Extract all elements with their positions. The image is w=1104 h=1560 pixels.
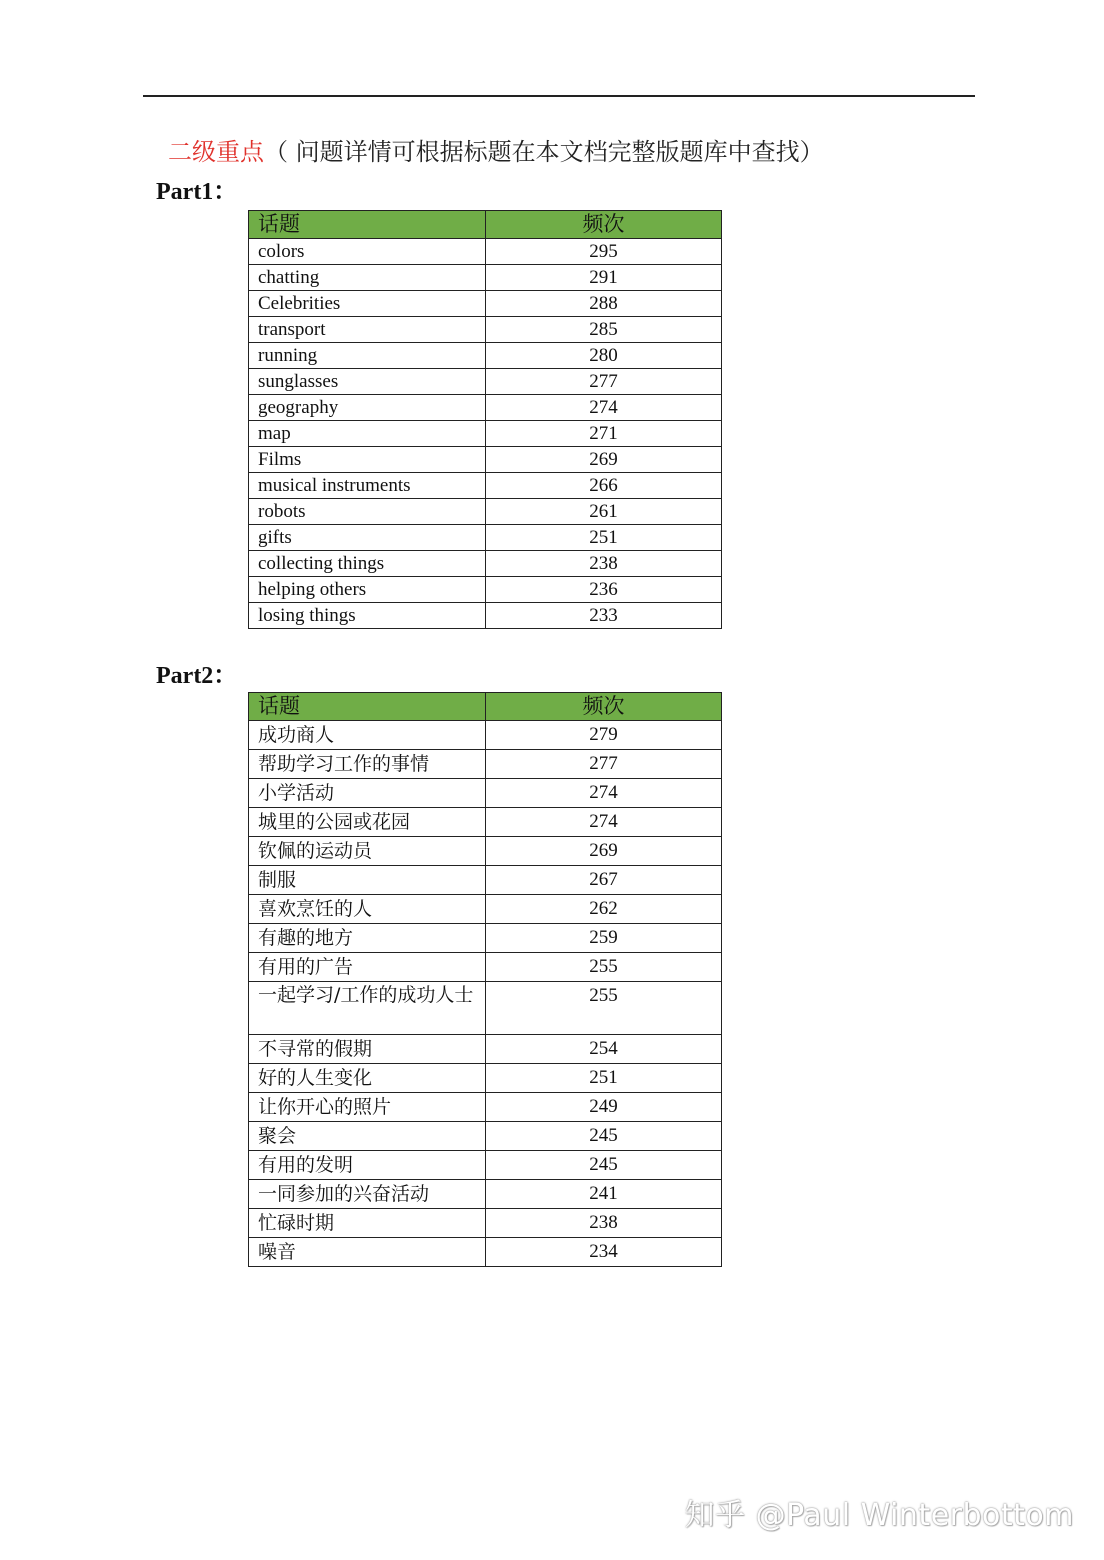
topic-cell: sunglasses xyxy=(249,369,486,395)
topic-cell: 城里的公园或花园 xyxy=(249,808,486,837)
table-row xyxy=(249,265,722,291)
topic-cell: 一同参加的兴奋活动 xyxy=(249,1180,486,1209)
table-row xyxy=(249,895,722,924)
column-header-frequency: 频次 xyxy=(486,693,722,721)
table-header-row xyxy=(249,211,722,239)
topic-cell: Films xyxy=(249,447,486,473)
frequency-cell: 279 xyxy=(486,721,722,750)
table-row xyxy=(249,343,722,369)
frequency-cell: 241 xyxy=(486,1180,722,1209)
table-row xyxy=(249,1064,722,1093)
table-row xyxy=(249,577,722,603)
frequency-cell: 274 xyxy=(486,808,722,837)
part2-topic-table xyxy=(248,692,722,1267)
frequency-cell: 254 xyxy=(486,1035,722,1064)
frequency-cell: 280 xyxy=(486,343,722,369)
table-row xyxy=(249,1035,722,1064)
topic-cell: losing things xyxy=(249,603,486,629)
frequency-cell: 259 xyxy=(486,924,722,953)
topic-cell: map xyxy=(249,421,486,447)
topic-cell: 有用的广告 xyxy=(249,953,486,982)
frequency-cell: 288 xyxy=(486,291,722,317)
part2-label: Part2： xyxy=(156,663,238,689)
frequency-cell: 295 xyxy=(486,239,722,265)
heading-emphasis: 二级重点 xyxy=(168,138,264,166)
topic-cell: geography xyxy=(249,395,486,421)
table-row xyxy=(249,1209,722,1238)
topic-cell: robots xyxy=(249,499,486,525)
table-row xyxy=(249,1093,722,1122)
frequency-cell: 233 xyxy=(486,603,722,629)
topic-cell: 忙碌时期 xyxy=(249,1209,486,1238)
frequency-cell: 245 xyxy=(486,1122,722,1151)
table-row xyxy=(249,1151,722,1180)
topic-cell: 制服 xyxy=(249,866,486,895)
table-row xyxy=(249,369,722,395)
table-row xyxy=(249,750,722,779)
frequency-cell: 251 xyxy=(486,525,722,551)
frequency-cell: 291 xyxy=(486,265,722,291)
topic-cell: 有用的发明 xyxy=(249,1151,486,1180)
frequency-cell: 271 xyxy=(486,421,722,447)
frequency-cell: 245 xyxy=(486,1151,722,1180)
frequency-cell: 236 xyxy=(486,577,722,603)
table-row xyxy=(249,1238,722,1267)
frequency-cell: 269 xyxy=(486,447,722,473)
table-row xyxy=(249,499,722,525)
topic-cell: 让你开心的照片 xyxy=(249,1093,486,1122)
frequency-cell: 266 xyxy=(486,473,722,499)
frequency-cell: 267 xyxy=(486,866,722,895)
table-row xyxy=(249,721,722,750)
topic-cell: 不寻常的假期 xyxy=(249,1035,486,1064)
topic-cell: collecting things xyxy=(249,551,486,577)
part1-label: Part1： xyxy=(156,179,238,205)
frequency-cell: 262 xyxy=(486,895,722,924)
topic-cell: chatting xyxy=(249,265,486,291)
table-row xyxy=(249,395,722,421)
section-heading xyxy=(168,136,824,168)
table-row xyxy=(249,447,722,473)
frequency-cell: 269 xyxy=(486,837,722,866)
topic-cell: Celebrities xyxy=(249,291,486,317)
table-row xyxy=(249,1122,722,1151)
frequency-cell: 251 xyxy=(486,1064,722,1093)
table-row xyxy=(249,473,722,499)
frequency-cell: 234 xyxy=(486,1238,722,1267)
topic-cell: colors xyxy=(249,239,486,265)
column-header-frequency: 频次 xyxy=(486,211,722,239)
page-header-rule xyxy=(143,95,975,97)
topic-cell: gifts xyxy=(249,525,486,551)
frequency-cell: 274 xyxy=(486,395,722,421)
frequency-cell: 285 xyxy=(486,317,722,343)
topic-cell: 钦佩的运动员 xyxy=(249,837,486,866)
table-row xyxy=(249,551,722,577)
topic-cell: 聚会 xyxy=(249,1122,486,1151)
frequency-cell: 255 xyxy=(486,982,722,1035)
table-row xyxy=(249,421,722,447)
topic-cell: running xyxy=(249,343,486,369)
topic-cell: 噪音 xyxy=(249,1238,486,1267)
topic-cell: 成功商人 xyxy=(249,721,486,750)
table-row xyxy=(249,317,722,343)
table-row xyxy=(249,837,722,866)
table-row xyxy=(249,1180,722,1209)
table-row xyxy=(249,866,722,895)
topic-cell: helping others xyxy=(249,577,486,603)
frequency-cell: 238 xyxy=(486,1209,722,1238)
column-header-topic: 话题 xyxy=(249,693,486,721)
table-row xyxy=(249,525,722,551)
frequency-cell: 277 xyxy=(486,369,722,395)
frequency-cell: 274 xyxy=(486,779,722,808)
table-row xyxy=(249,291,722,317)
topic-cell: transport xyxy=(249,317,486,343)
frequency-cell: 261 xyxy=(486,499,722,525)
frequency-cell: 238 xyxy=(486,551,722,577)
topic-cell: 帮助学习工作的事情 xyxy=(249,750,486,779)
column-header-topic: 话题 xyxy=(249,211,486,239)
topic-cell: musical instruments xyxy=(249,473,486,499)
topic-cell: 小学活动 xyxy=(249,779,486,808)
zhihu-watermark: 知乎 @Paul Winterbottom xyxy=(684,1498,1074,1533)
topic-cell: 好的人生变化 xyxy=(249,1064,486,1093)
topic-cell: 有趣的地方 xyxy=(249,924,486,953)
table-row xyxy=(249,779,722,808)
frequency-cell: 277 xyxy=(486,750,722,779)
heading-note: （ 问题详情可根据标题在本文档完整版题库中查找） xyxy=(264,138,824,166)
table-row xyxy=(249,808,722,837)
table-row xyxy=(249,924,722,953)
topic-cell: 一起学习/工作的成功人士 xyxy=(249,982,486,1035)
part1-topic-table xyxy=(248,210,722,629)
frequency-cell: 255 xyxy=(486,953,722,982)
table-row xyxy=(249,953,722,982)
table-row xyxy=(249,603,722,629)
topic-cell: 喜欢烹饪的人 xyxy=(249,895,486,924)
table-row xyxy=(249,982,722,1035)
frequency-cell: 249 xyxy=(486,1093,722,1122)
table-row xyxy=(249,239,722,265)
table-header-row xyxy=(249,693,722,721)
